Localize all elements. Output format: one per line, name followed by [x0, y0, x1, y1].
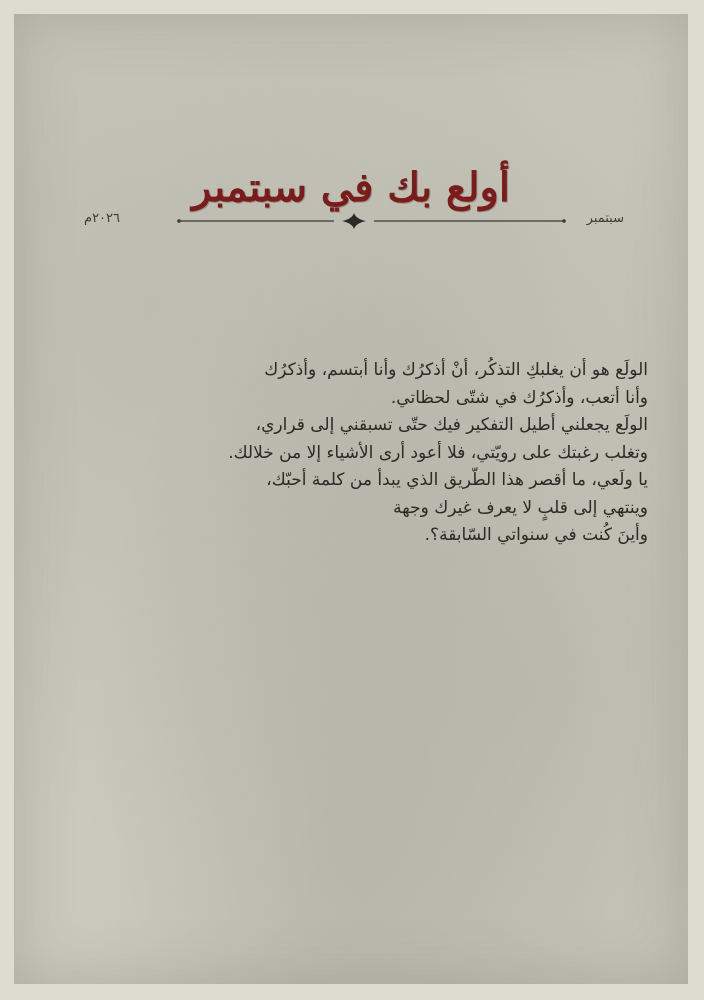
page-title: أولع بك في سبتمبر	[192, 164, 510, 211]
poem-line: وأينَ كُنت في سنواتي السّابقة؟.	[424, 525, 648, 545]
poem-line: الولَع يجعلني أطيل التفكير فيك حتّى تسبقني إلى قراري،	[255, 415, 648, 435]
date-divider	[84, 211, 624, 231]
poem-line: وأنا أتعب، وأذكرُك في شتّى لحظاتي.	[390, 387, 648, 408]
poem-line: يا ولَعي، ما أقصر هذا الطّريق الذي يبدأ من كلمة أحبّك،	[266, 470, 648, 490]
page	[14, 14, 688, 984]
poem-line: الولَع هو أن يغلبكِ التذكُر، أنْ أذكرُك وأنا أبتسم، وأذكرُك	[264, 360, 648, 380]
poem-line: وتغلب رغبتك على رويّتي، فلا أعود أرى الأشياء إلا من خلالك.	[228, 442, 648, 463]
ornament-divider-icon	[84, 211, 624, 231]
year-label: ٢٠٢٦م	[84, 211, 120, 226]
poem-line: وينتهي إلى قلبٍ لا يعرف غيرك وجهة	[393, 497, 648, 518]
poem-text	[48, 357, 648, 550]
month-label: سبتمبر	[586, 211, 624, 226]
